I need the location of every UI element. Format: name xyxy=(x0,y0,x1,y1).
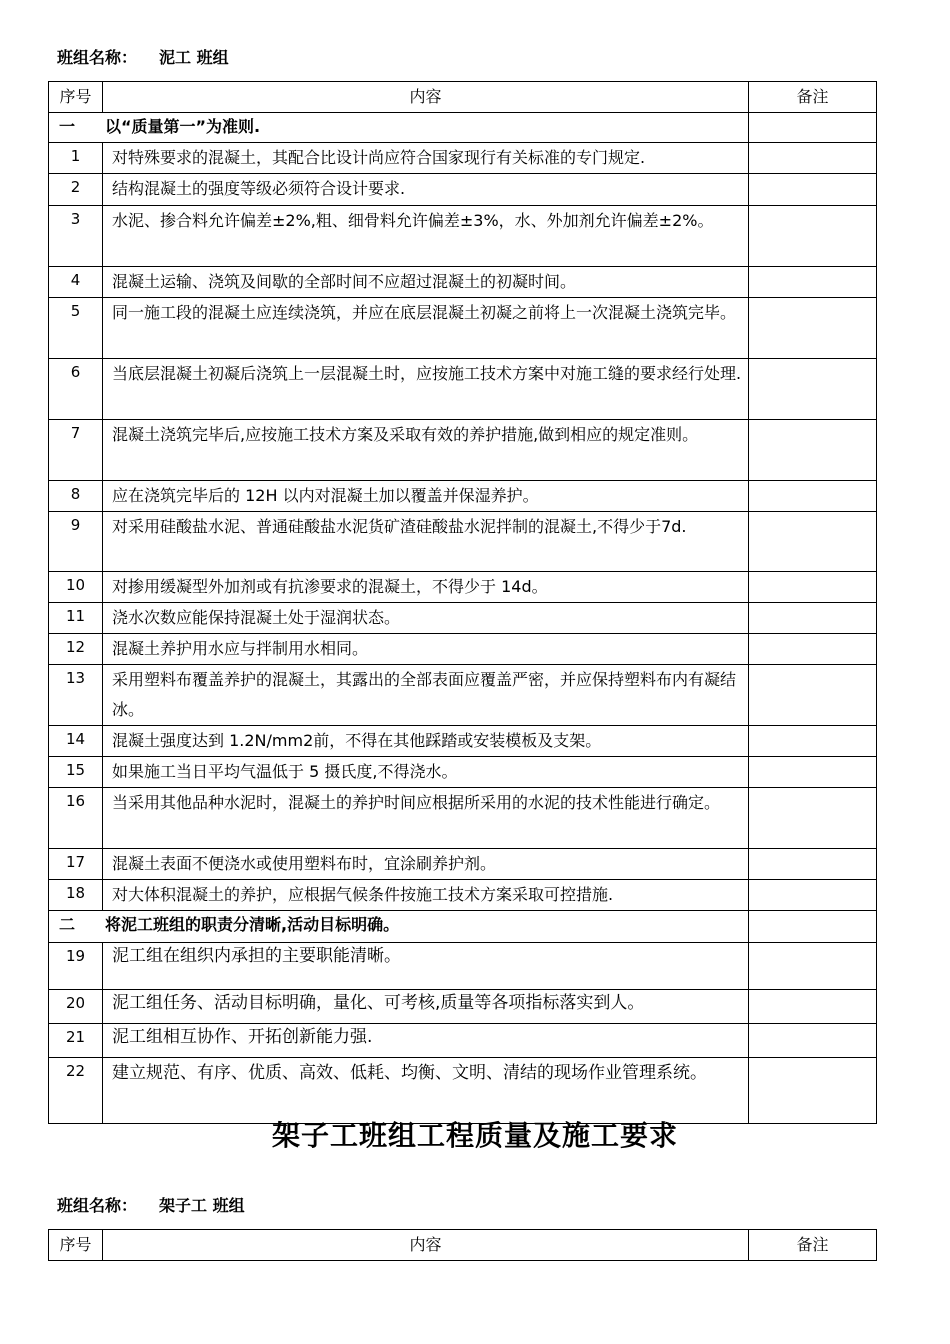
table-header-row xyxy=(49,82,877,113)
row-content: 当采用其他品种水泥时，混凝土的养护时间应根据所采用的水泥的技术性能进行确定。 xyxy=(103,788,749,849)
row-content: 泥工组在组织内承担的主要职能清晰。 xyxy=(103,943,749,990)
row-number: 3 xyxy=(49,206,103,267)
note-cell xyxy=(749,849,877,880)
row-content: 混凝土浇筑完毕后,应按施工技术方案及采取有效的养护措施,做到相应的规定准则。 xyxy=(103,420,749,481)
section-row-2 xyxy=(49,911,877,943)
team-name-value: 泥工 班组 xyxy=(159,48,229,67)
row-content: 泥工组任务、活动目标明确，量化、可考核,质量等各项指标落实到人。 xyxy=(103,990,749,1024)
table-row xyxy=(49,1024,877,1058)
note-cell xyxy=(749,143,877,174)
row-number: 5 xyxy=(49,298,103,359)
row-number: 9 xyxy=(49,512,103,572)
col-header-note: 备注 xyxy=(749,1230,877,1261)
table-row xyxy=(49,359,877,420)
row-content: 建立规范、有序、优质、高效、低耗、均衡、文明、清结的现场作业管理系统。 xyxy=(103,1058,749,1124)
row-content: 泥工组相互协作、开拓创新能力强. xyxy=(103,1024,749,1058)
row-number: 11 xyxy=(49,603,103,634)
row-number: 8 xyxy=(49,481,103,512)
table-header-row xyxy=(49,1230,877,1261)
table-row xyxy=(49,512,877,572)
note-cell xyxy=(749,1024,877,1058)
note-cell xyxy=(749,665,877,726)
note-cell xyxy=(749,113,877,143)
row-content: 对掺用缓凝型外加剂或有抗渗要求的混凝土，不得少于 14d。 xyxy=(103,572,749,603)
note-cell xyxy=(749,298,877,359)
row-content: 结构混凝土的强度等级必须符合设计要求. xyxy=(103,174,749,206)
row-number: 17 xyxy=(49,849,103,880)
requirements-table-1 xyxy=(48,81,877,1124)
table-row xyxy=(49,298,877,359)
row-number: 14 xyxy=(49,726,103,757)
note-cell xyxy=(749,788,877,849)
table-row xyxy=(49,990,877,1024)
team-name-line-1 xyxy=(57,45,229,68)
table-row xyxy=(49,206,877,267)
section-title: 以“质量第一”为准则. xyxy=(105,117,261,136)
table-row xyxy=(49,665,877,726)
note-cell xyxy=(749,420,877,481)
note-cell xyxy=(749,572,877,603)
row-number: 16 xyxy=(49,788,103,849)
row-number: 12 xyxy=(49,634,103,665)
table-row xyxy=(49,420,877,481)
note-cell xyxy=(749,634,877,665)
table-row xyxy=(49,572,877,603)
note-cell xyxy=(749,512,877,572)
note-cell xyxy=(749,990,877,1024)
row-content: 混凝土运输、浇筑及间歇的全部时间不应超过混凝土的初凝时间。 xyxy=(103,267,749,298)
row-content: 如果施工当日平均气温低于 5 摄氏度,不得浇水。 xyxy=(103,757,749,788)
row-content: 混凝土强度达到 1.2N/mm2前，不得在其他踩踏或安装模板及支架。 xyxy=(103,726,749,757)
table-row xyxy=(49,267,877,298)
note-cell xyxy=(749,174,877,206)
note-cell xyxy=(749,603,877,634)
table-row xyxy=(49,726,877,757)
row-number: 19 xyxy=(49,943,103,990)
note-cell xyxy=(749,359,877,420)
row-content: 对特殊要求的混凝土，其配合比设计尚应符合国家现行有关标准的专门规定. xyxy=(103,143,749,174)
table-row xyxy=(49,943,877,990)
row-number: 4 xyxy=(49,267,103,298)
row-number: 20 xyxy=(49,990,103,1024)
table-row xyxy=(49,849,877,880)
row-content: 浇水次数应能保持混凝土处于湿润状态。 xyxy=(103,603,749,634)
table-row xyxy=(49,603,877,634)
table-row xyxy=(49,481,877,512)
row-content: 对采用硅酸盐水泥、普通硅酸盐水泥货矿渣硅酸盐水泥拌制的混凝土,不得少于7d. xyxy=(103,512,749,572)
note-cell xyxy=(749,726,877,757)
row-number: 1 xyxy=(49,143,103,174)
col-header-no: 序号 xyxy=(49,1230,103,1261)
note-cell xyxy=(749,757,877,788)
note-cell xyxy=(749,943,877,990)
row-number: 6 xyxy=(49,359,103,420)
row-number: 2 xyxy=(49,174,103,206)
section-title: 将泥工班组的职责分清晰,活动目标明确。 xyxy=(105,915,400,934)
row-content: 应在浇筑完毕后的 12H 以内对混凝土加以覆盖并保湿养护。 xyxy=(103,481,749,512)
section-number: 一 xyxy=(59,117,76,136)
table-row xyxy=(49,174,877,206)
row-content: 采用塑料布覆盖养护的混凝土，其露出的全部表面应覆盖严密，并应保持塑料布内有凝结冰。 xyxy=(103,665,749,726)
row-number: 21 xyxy=(49,1024,103,1058)
table-row xyxy=(49,143,877,174)
note-cell xyxy=(749,481,877,512)
row-content: 当底层混凝土初凝后浇筑上一层混凝土时，应按施工技术方案中对施工缝的要求经行处理. xyxy=(103,359,749,420)
row-content: 对大体积混凝土的养护，应根据气候条件按施工技术方案采取可控措施. xyxy=(103,880,749,911)
table-row xyxy=(49,788,877,849)
row-number: 13 xyxy=(49,665,103,726)
row-content: 水泥、掺合料允许偏差±2%,粗、细骨料允许偏差±3%，水、外加剂允许偏差±2%。 xyxy=(103,206,749,267)
col-header-note: 备注 xyxy=(749,82,877,113)
row-number: 22 xyxy=(49,1058,103,1124)
table-row xyxy=(49,880,877,911)
col-header-content: 内容 xyxy=(103,1230,749,1261)
col-header-content: 内容 xyxy=(103,82,749,113)
col-header-no: 序号 xyxy=(49,82,103,113)
table-row xyxy=(49,634,877,665)
row-number: 15 xyxy=(49,757,103,788)
section-row-1 xyxy=(49,113,877,143)
row-content: 混凝土表面不便浇水或使用塑料布时，宜涂刷养护剂。 xyxy=(103,849,749,880)
row-number: 18 xyxy=(49,880,103,911)
note-cell xyxy=(749,911,877,943)
note-cell xyxy=(749,880,877,911)
section-number: 二 xyxy=(59,915,76,934)
note-cell xyxy=(749,206,877,267)
row-number: 10 xyxy=(49,572,103,603)
table-row xyxy=(49,757,877,788)
section-heading-scaffolding: 架子工班组工程质量及施工要求 xyxy=(271,1119,678,1152)
row-number: 7 xyxy=(49,420,103,481)
requirements-table-2 xyxy=(48,1229,877,1261)
row-content: 混凝土养护用水应与拌制用水相同。 xyxy=(103,634,749,665)
team-name-label: 班组名称： xyxy=(57,48,138,67)
note-cell xyxy=(749,267,877,298)
team-name-label: 班组名称： xyxy=(57,1196,138,1215)
team-name-line-2 xyxy=(57,1193,245,1216)
team-name-value: 架子工 班组 xyxy=(159,1196,245,1215)
row-content: 同一施工段的混凝土应连续浇筑，并应在底层混凝土初凝之前将上一次混凝土浇筑完毕。 xyxy=(103,298,749,359)
